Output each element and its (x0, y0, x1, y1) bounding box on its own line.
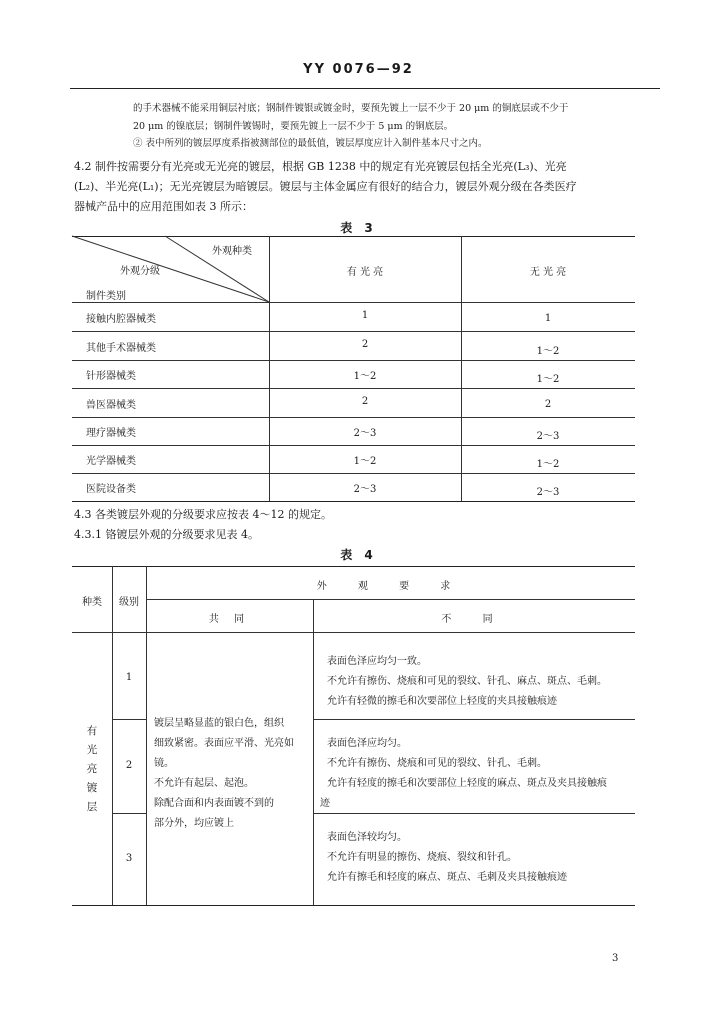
grade2-requirement-line: 不允许有擦伤、烧痕和可见的裂纹、针孔、毛刺。 (327, 758, 547, 769)
table3-matte-value: 2～3 (536, 487, 560, 498)
header-common: 共 同 (208, 614, 251, 625)
note-line: ② 表中所列的镀层厚度系指被测部位的最低值，镀层厚度应计入制件基本尺寸之内。 (133, 138, 488, 149)
table3-matte-value: 2 (544, 399, 552, 410)
table3-category: 针形器械类 (86, 371, 136, 382)
table3-glossy-value: 1～2 (353, 371, 377, 382)
table-rule (112, 813, 147, 814)
common-requirement-line: 镜。 (154, 758, 174, 769)
table3-category: 光学器械类 (86, 456, 136, 467)
grade2-requirement-line: 允许有轻度的擦毛和次要部位上轻度的麻点、斑点及夹具接触痕 (327, 778, 607, 789)
table-rule (72, 632, 635, 633)
table3-glossy-value: 2～3 (353, 428, 377, 439)
header-glossy: 有 光 亮 (346, 267, 384, 278)
common-requirement-line: 除配合面和内表面镀不到的 (154, 798, 274, 809)
table-rule (72, 905, 635, 906)
paragraph-4-3-1: 4.3.1 铬镀层外观的分级要求见表 4。 (74, 528, 259, 541)
grade1-requirement-line: 表面色泽应均匀一致。 (327, 656, 427, 667)
table3-matte-value: 1 (544, 313, 552, 324)
table3-caption: 表 3 (340, 221, 377, 235)
note-line: 20 μm 的镍底层；钢制件镀锡时，要预先镀上一层不少于 5 μm 的铜底层。 (133, 121, 454, 132)
table3-glossy-value: 1～2 (353, 456, 377, 467)
common-requirement-line: 细致紧密。表面应平滑、光亮如 (154, 738, 294, 749)
table3-category: 接触内腔器械类 (86, 314, 156, 325)
header-appearance-type: 外观种类 (212, 246, 252, 257)
common-requirement-line: 镀层呈略显蓝的银白色，组织 (154, 718, 284, 729)
table3-category: 兽医器械类 (86, 400, 136, 411)
header-type: 种类 (82, 597, 102, 608)
table3-glossy-value: 2～3 (353, 484, 377, 495)
table-rule (313, 813, 635, 814)
table3-matte-value: 1～2 (536, 459, 560, 470)
grade-number: 2 (125, 760, 133, 771)
table3-matte-value: 2～3 (536, 431, 560, 442)
table3-category: 理疗器械类 (86, 428, 136, 439)
table3-glossy-value: 2 (361, 396, 369, 407)
page-number: 3 (612, 953, 619, 964)
grade2-requirement-line: 表面色泽应均匀。 (327, 738, 407, 749)
header-different: 不 同 (441, 614, 507, 625)
table3-glossy-value: 1 (361, 310, 369, 321)
table4-caption: 表 4 (340, 548, 377, 562)
header-matte: 无 光 亮 (529, 267, 567, 278)
table3-glossy-value: 2 (361, 339, 369, 350)
table-rule (146, 599, 635, 600)
grade3-requirement-line: 允许有擦毛和轻度的麻点、斑点、毛刺及夹具接触痕迹 (327, 872, 567, 883)
grade3-requirement-line: 不允许有明显的擦伤、烧痕、裂纹和针孔。 (327, 852, 517, 863)
grade-number: 1 (125, 672, 133, 683)
table3-matte-value: 1～2 (536, 374, 560, 385)
header-appearance-requirements: 外 观 要 求 (316, 581, 465, 592)
note-line: 的手术器械不能采用铜层衬底；钢制件镀银或镀金时，要预先镀上一层不少于 20 μm 的铜底层或不少于 (133, 103, 569, 114)
grade-number: 3 (125, 853, 133, 864)
paragraph-4-2-line: 4.2 制件按需要分有光亮或无光亮的镀层，根据 GB 1238 中的规定有光亮镀层包括全光亮(L₃)、光亮 (74, 160, 567, 173)
grade1-requirement-line: 不允许有擦伤、烧痕和可见的裂纹、针孔、麻点、斑点、毛刺。 (327, 676, 607, 687)
paragraph-4-2-line: (L₂)、半光亮(L₁)；无光亮镀层为暗镀层。镀层与主体金属应有很好的结合力，镀层外观分级在各类医疗 (74, 180, 577, 193)
grade1-requirement-line: 允许有轻微的擦毛和次要部位上轻度的夹具接触痕迹 (327, 696, 557, 707)
table3-matte-value: 1～2 (536, 346, 560, 357)
table-rule (313, 599, 314, 905)
standard-code: YY 0076—92 (303, 62, 414, 77)
common-requirement-line: 不允许有起层、起泡。 (154, 778, 254, 789)
table-rule (72, 566, 635, 567)
table3-category: 其他手术器械类 (86, 343, 156, 354)
common-requirement-line: 部分外，均应镀上 (154, 818, 234, 829)
header-part-category: 制件类别 (86, 291, 126, 302)
grade2-requirement-line: 迹 (320, 798, 330, 809)
table-rule (112, 719, 147, 720)
header-grade: 级别 (119, 597, 139, 608)
table-rule (313, 719, 635, 720)
paragraph-4-3: 4.3 各类镀层外观的分级要求应按表 4～12 的规定。 (74, 508, 332, 521)
paragraph-4-2-line: 器械产品中的应用范围如表 3 所示： (74, 200, 253, 213)
table3-category: 医院设备类 (86, 484, 136, 495)
type-glossy-coating: 有光亮镀层 (86, 725, 98, 813)
grade3-requirement-line: 表面色泽较均匀。 (327, 832, 407, 843)
header-appearance-grade: 外观分级 (120, 266, 160, 277)
